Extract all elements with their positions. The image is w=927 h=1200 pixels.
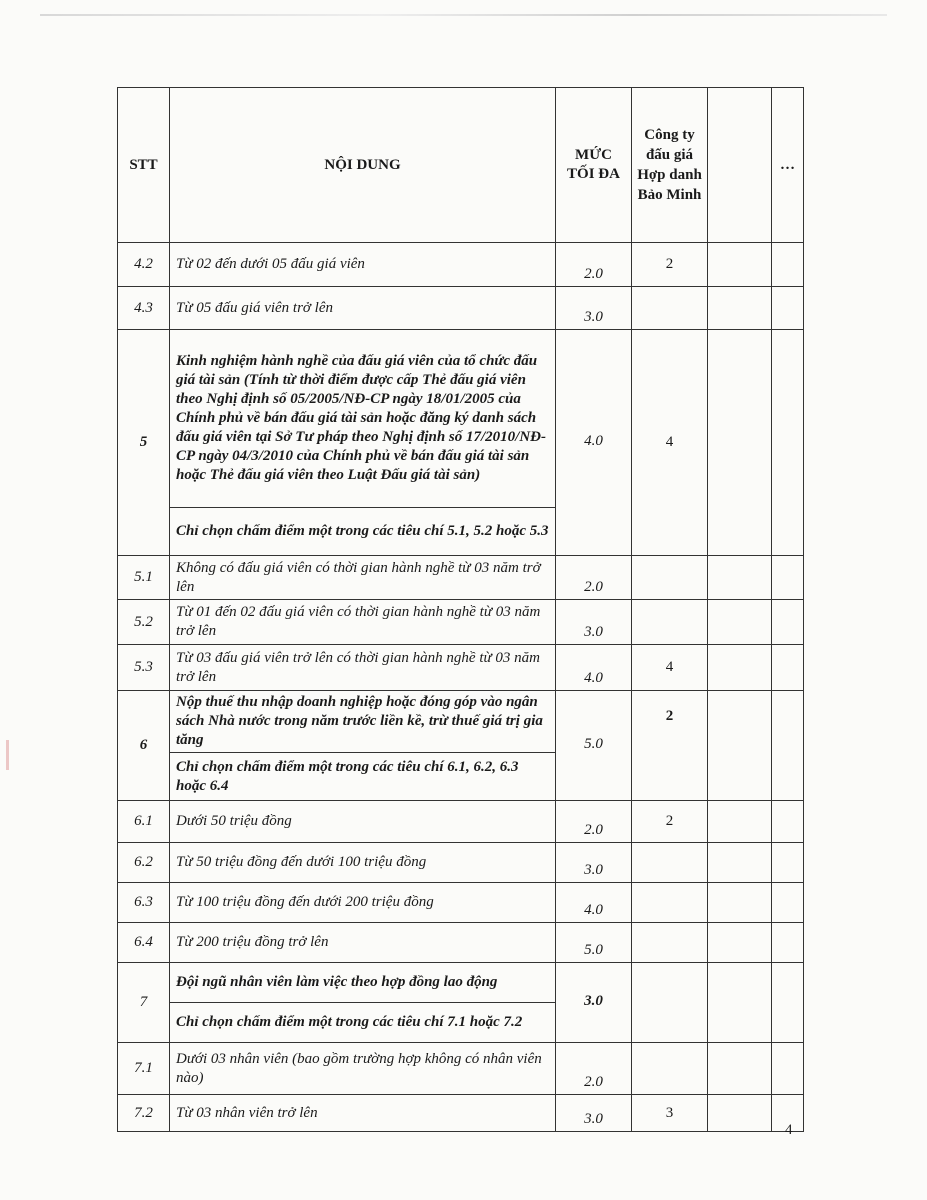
scan-top-edge (40, 14, 887, 16)
row-empty (772, 645, 804, 691)
row-empty (772, 287, 804, 330)
row-stt: 6.2 (118, 843, 170, 883)
row-stt: 6 (118, 691, 170, 801)
row-stt: 5.2 (118, 600, 170, 645)
row-max: 4.0 (556, 330, 632, 556)
row-score: 2 (632, 801, 708, 843)
row-stt: 6.3 (118, 883, 170, 923)
row-stt: 6.4 (118, 923, 170, 963)
page-number: 4 (785, 1122, 793, 1138)
row-content: Từ 100 triệu đồng đến dưới 200 triệu đồng (170, 883, 556, 923)
row-empty (772, 330, 804, 556)
row-score: 2 (632, 243, 708, 287)
row-empty (708, 330, 772, 556)
row-stt: 4.3 (118, 287, 170, 330)
row-content: Không có đấu giá viên có thời gian hành nghề từ 03 năm trở lên (170, 556, 556, 600)
table-row (118, 1043, 804, 1095)
row-stt: 5.3 (118, 645, 170, 691)
header-muc-toi-da: MỨC TỐI ĐA (556, 88, 632, 243)
row-empty (772, 600, 804, 645)
row-max: 5.0 (556, 923, 632, 963)
row-score (632, 600, 708, 645)
row-max: 3.0 (556, 843, 632, 883)
row-content: Dưới 50 triệu đồng (170, 801, 556, 843)
row-empty (708, 883, 772, 923)
row-max: 2.0 (556, 801, 632, 843)
row-score: 4 (632, 330, 708, 556)
row-empty (708, 556, 772, 600)
row-content: Từ 05 đấu giá viên trở lên (170, 287, 556, 330)
row-max: 2.0 (556, 556, 632, 600)
table-row (118, 330, 804, 508)
row-score: 3 (632, 1095, 708, 1132)
row-max: 2.0 (556, 1043, 632, 1095)
row-empty (708, 1095, 772, 1132)
row-stt: 4.2 (118, 243, 170, 287)
header-noi-dung: NỘI DUNG (170, 88, 556, 243)
scoring-table (117, 87, 804, 1132)
header-more: … (772, 88, 804, 243)
row-max: 3.0 (556, 287, 632, 330)
row-score: 4 (632, 645, 708, 691)
row-content: Từ 01 đến 02 đấu giá viên có thời gian hành nghề từ 03 năm trở lên (170, 600, 556, 645)
row-content: Từ 200 triệu đồng trở lên (170, 923, 556, 963)
row-stt: 7.1 (118, 1043, 170, 1095)
row-content: Nộp thuế thu nhập doanh nghiệp hoặc đóng góp vào ngân sách Nhà nước trong năm trước liền kề, trừ thuế giá trị gia tăng (170, 691, 556, 753)
row-max: 5.0 (556, 691, 632, 801)
row-empty (772, 883, 804, 923)
row-empty (708, 1043, 772, 1095)
row-stt: 6.1 (118, 801, 170, 843)
table-row (118, 600, 804, 645)
row-empty (772, 243, 804, 287)
row-stt: 7 (118, 963, 170, 1043)
header-stt: STT (118, 88, 170, 243)
row-empty (708, 843, 772, 883)
row-max: 3.0 (556, 1095, 632, 1132)
row-content: Từ 02 đến dưới 05 đấu giá viên (170, 243, 556, 287)
stamp-bleed-mark (6, 740, 33, 770)
table-row (118, 843, 804, 883)
row-empty (772, 691, 804, 801)
table-row (118, 923, 804, 963)
row-note: Chỉ chọn chấm điểm một trong các tiêu chí 6.1, 6.2, 6.3 hoặc 6.4 (170, 753, 556, 801)
row-empty (708, 923, 772, 963)
row-content: Đội ngũ nhân viên làm việc theo hợp đồng lao động (170, 963, 556, 1003)
table-row (118, 243, 804, 287)
row-stt: 5.1 (118, 556, 170, 600)
header-empty (708, 88, 772, 243)
row-empty (708, 645, 772, 691)
row-empty (772, 963, 804, 1043)
row-max: 3.0 (556, 600, 632, 645)
row-empty (772, 923, 804, 963)
row-empty (772, 801, 804, 843)
row-note: Chỉ chọn chấm điểm một trong các tiêu chí 5.1, 5.2 hoặc 5.3 (170, 508, 556, 556)
row-empty (772, 556, 804, 600)
row-empty (772, 1043, 804, 1095)
table-row (118, 801, 804, 843)
table-row (118, 1095, 804, 1132)
row-max: 4.0 (556, 645, 632, 691)
header-company: Công ty đấu giá Hợp danh Bảo Minh (632, 88, 708, 243)
row-note: Chỉ chọn chấm điểm một trong các tiêu chí 7.1 hoặc 7.2 (170, 1003, 556, 1043)
row-empty (708, 963, 772, 1043)
row-content: Kinh nghiệm hành nghề của đấu giá viên của tổ chức đấu giá tài sản (Tính từ thời điểm được cấp Thẻ đấu giá viên theo Nghị định số 05/2005/NĐ-CP ngày 18/01/2005 của Chính phủ về bán đấu giá tài sản hoặc đăng ký danh sách đấu giá viên tại Sở Tư pháp theo Nghị định số 17/2010/NĐ-CP ngày 04/3/2010 của Chính phủ về bán đấu giá tài sản hoặc Thẻ đấu giá viên theo Luật Đấu giá tài sản) (170, 330, 556, 508)
row-empty (708, 600, 772, 645)
table-row (118, 645, 804, 691)
row-empty (772, 843, 804, 883)
row-score (632, 843, 708, 883)
table-row (118, 963, 804, 1003)
row-content: Từ 03 nhân viên trở lên (170, 1095, 556, 1132)
row-empty (708, 801, 772, 843)
row-stt: 5 (118, 330, 170, 556)
row-max: 2.0 (556, 243, 632, 287)
table-row (118, 883, 804, 923)
row-score (632, 556, 708, 600)
table-row (118, 556, 804, 600)
row-content: Dưới 03 nhân viên (bao gồm trường hợp không có nhân viên nào) (170, 1043, 556, 1095)
row-score: 2 (632, 691, 708, 801)
row-score (632, 923, 708, 963)
table-row (118, 287, 804, 330)
row-empty (708, 243, 772, 287)
row-empty (708, 691, 772, 801)
row-score (632, 1043, 708, 1095)
row-max: 4.0 (556, 883, 632, 923)
row-score (632, 287, 708, 330)
row-score (632, 963, 708, 1043)
row-content: Từ 50 triệu đồng đến dưới 100 triệu đồng (170, 843, 556, 883)
row-score (632, 883, 708, 923)
row-stt: 7.2 (118, 1095, 170, 1132)
row-empty (708, 287, 772, 330)
row-content: Từ 03 đấu giá viên trở lên có thời gian hành nghề từ 03 năm trở lên (170, 645, 556, 691)
row-max: 3.0 (556, 963, 632, 1043)
table-row (118, 691, 804, 753)
table-header-row (118, 88, 804, 243)
